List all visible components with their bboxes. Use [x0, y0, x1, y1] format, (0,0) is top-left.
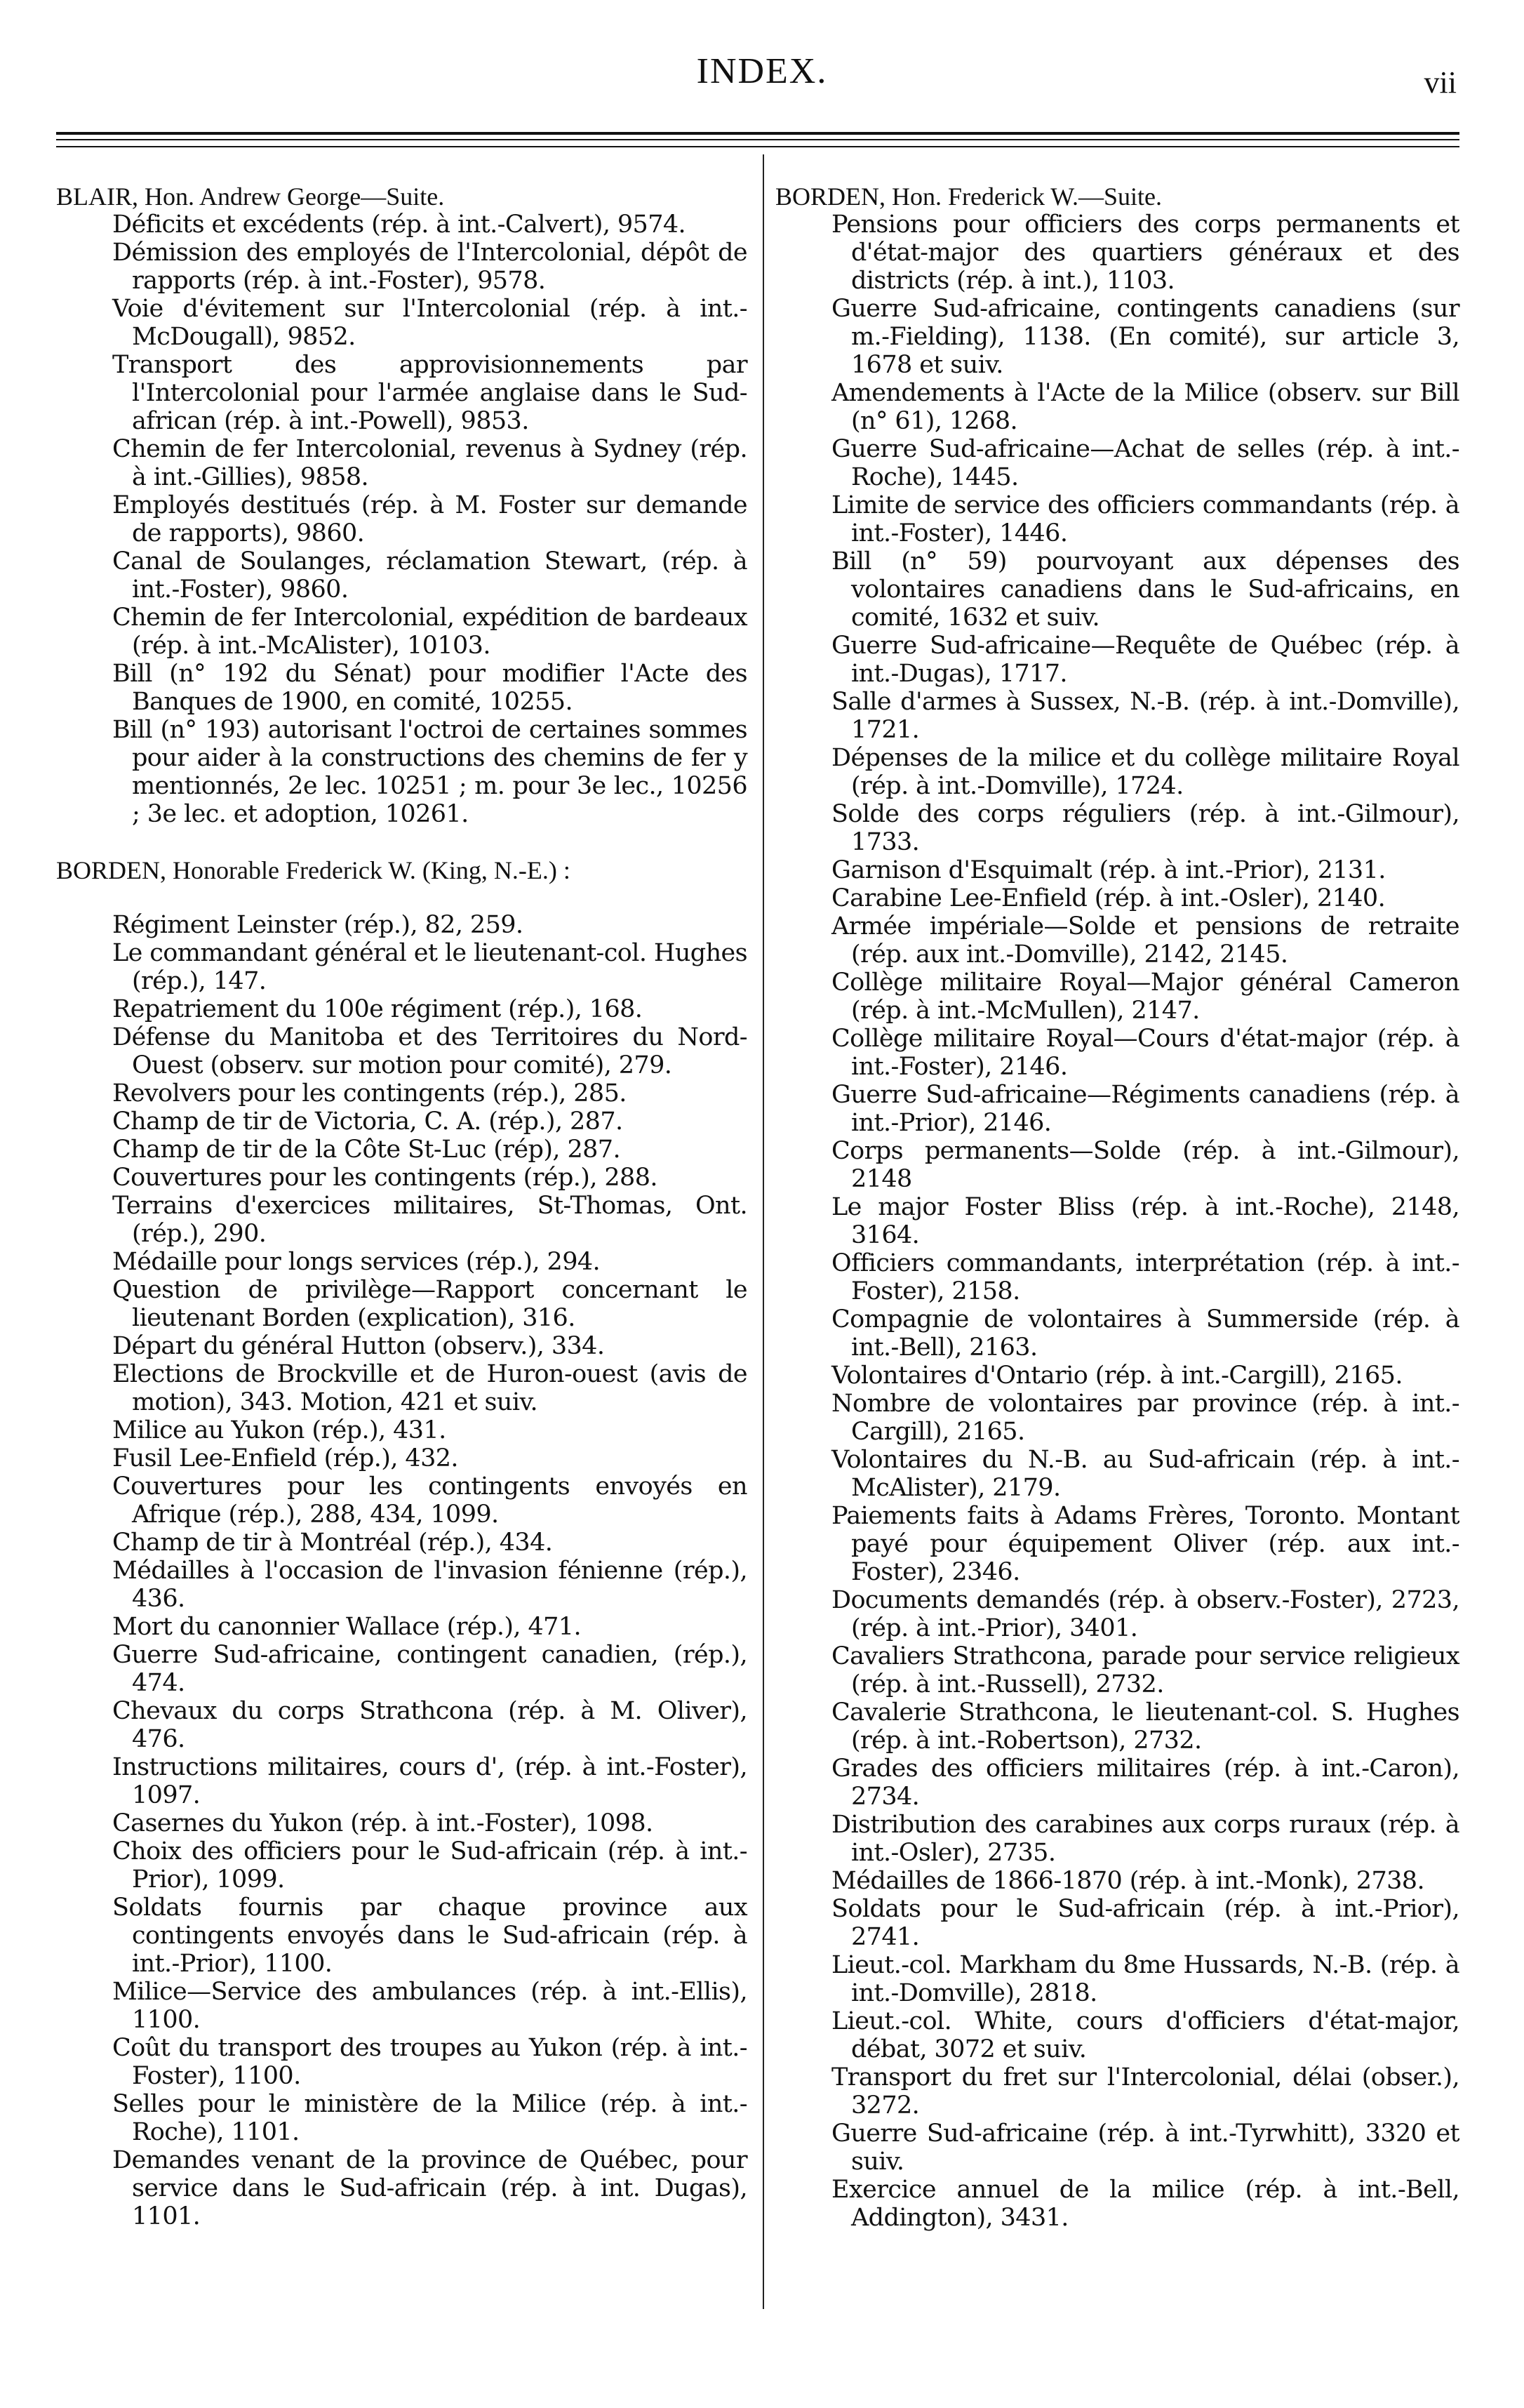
index-entry: Départ du général Hutton (observ.), 334. [112, 1332, 605, 1360]
right-column [775, 182, 1459, 2232]
index-entry: Lieut.-col. Markham du 8me Hussards, N.-B. (rép. à int.-Domville), 2818. [831, 1951, 1459, 2007]
index-entry: Le commandant général et le lieutenant-col. Hughes (rép.), 147. [112, 939, 747, 995]
index-entry: Officiers commandants, interprétation (rép. à int.-Foster), 2158. [831, 1249, 1459, 1305]
index-entry: Choix des officiers pour le Sud-africain (rép. à int.-Prior), 1099. [112, 1837, 747, 1894]
index-entry: Médaille pour longs services (rép.), 294. [112, 1248, 601, 1276]
index-entry: Carabine Lee-Enfield (rép. à int.-Osler), 2140. [831, 884, 1386, 912]
index-entry: Milice au Yukon (rép.), 431. [112, 1416, 446, 1444]
index-entry: Corps permanents—Solde (rép. à int.-Gilmour), 2148 [831, 1137, 1459, 1193]
left-column [56, 182, 747, 2230]
index-entry: Lieut.-col. White, cours d'officiers d'état-major, débat, 3072 et suiv. [831, 2007, 1459, 2063]
index-entry: Nombre de volontaires par province (rép. à int.-Cargill), 2165. [831, 1390, 1459, 1446]
index-entry: Déficits et excédents (rép. à int.-Calvert), 9574. [112, 211, 686, 239]
index-entry: Champ de tir de la Côte St-Luc (rép), 287. [112, 1136, 620, 1164]
index-entry: Bill (n° 192 du Sénat) pour modifier l'Acte des Banques de 1900, en comité, 10255. [112, 660, 747, 716]
index-entry: Selles pour le ministère de la Milice (rép. à int.-Roche), 1101. [112, 2090, 747, 2146]
index-entry: Collège militaire Royal—Cours d'état-major (rép. à int.-Foster), 2146. [831, 1025, 1459, 1081]
entry-list [775, 211, 1459, 2232]
column-divider [763, 154, 764, 2309]
index-entry: Guerre Sud-africaine, contingent canadien, (rép.), 474. [112, 1641, 747, 1697]
index-entry: Bill (n° 59) pourvoyant aux dépenses des volontaires canadiens dans le Sud-africains, en comité, 1632 et suiv. [831, 547, 1459, 632]
index-entry: Défense du Manitoba et des Territoires du Nord-Ouest (observ. sur motion pour comité), 279. [112, 1023, 747, 1079]
index-entry: Démission des employés de l'Intercolonial, dépôt de rapports (rép. à int.-Foster), 9578. [112, 239, 747, 295]
index-entry: Salle d'armes à Sussex, N.-B. (rép. à int.-Domville), 1721. [831, 688, 1459, 744]
index-entry: Grades des officiers militaires (rép. à int.-Caron), 2734. [831, 1755, 1459, 1811]
index-entry: Mort du canonnier Wallace (rép.), 471. [112, 1613, 581, 1641]
page-number: vii [1424, 65, 1457, 100]
index-entry: Cavalerie Strathcona, le lieutenant-col. S. Hughes (rép. à int.-Robertson), 2732. [831, 1698, 1459, 1755]
header-rule-thin [56, 139, 1459, 140]
index-entry: Volontaires d'Ontario (rép. à int.-Cargill), 2165. [831, 1362, 1403, 1390]
index-entry: Canal de Soulanges, réclamation Stewart, (rép. à int.-Foster), 9860. [112, 547, 747, 604]
index-entry: Paiements faits à Adams Frères, Toronto. Montant payé pour équipement Oliver (rép. aux int.-Foster), 2346. [831, 1502, 1459, 1586]
index-entry: Médailles à l'occasion de l'invasion fénienne (rép.), 436. [112, 1557, 747, 1613]
index-entry: Armée impériale—Solde et pensions de retraite (rép. aux int.-Domville), 2142, 2145. [831, 912, 1459, 969]
index-entry: Employés destitués (rép. à M. Foster sur demande de rapports), 9860. [112, 491, 747, 547]
index-entry: Solde des corps réguliers (rép. à int.-Gilmour), 1733. [831, 800, 1459, 856]
index-entry: Coût du transport des troupes au Yukon (rép. à int.-Foster), 1100. [112, 2034, 747, 2090]
index-entry: Pensions pour officiers des corps permanents et d'état-major des quartiers généraux et des districts (rép. à int.), 1103. [831, 211, 1459, 295]
index-entry: Guerre Sud-africaine—Régiments canadiens (rép. à int.-Prior), 2146. [831, 1081, 1459, 1137]
index-entry: Guerre Sud-africaine, contingents canadiens (sur m.-Fielding), 1138. (En comité), sur article 3, 1678 et suiv. [831, 295, 1459, 379]
index-entry: Casernes du Yukon (rép. à int.-Foster), 1098. [112, 1809, 653, 1837]
index-entry: Exercice annuel de la milice (rép. à int.-Bell, Addington), 3431. [831, 2176, 1459, 2232]
index-entry: Collège militaire Royal—Major général Cameron (rép. à int.-McMullen), 2147. [831, 969, 1459, 1025]
entry-list [56, 211, 747, 828]
index-entry: Distribution des carabines aux corps ruraux (rép. à int.-Osler), 2735. [831, 1811, 1459, 1867]
index-entry: Fusil Lee-Enfield (rép.), 432. [112, 1444, 458, 1472]
index-entry: Le major Foster Bliss (rép. à int.-Roche), 2148, 3164. [831, 1193, 1459, 1249]
index-entry: Régiment Leinster (rép.), 82, 259. [112, 911, 523, 939]
index-entry: Champ de tir à Montréal (rép.), 434. [112, 1529, 553, 1557]
index-entry: Guerre Sud-africaine—Achat de selles (rép. à int.-Roche), 1445. [831, 435, 1459, 491]
index-heading: BORDEN, Hon. Frederick W.—Suite. [775, 182, 1162, 211]
page-title: INDEX. [696, 51, 828, 91]
index-entry: Documents demandés (rép. à observ.-Foster), 2723, (rép. à int.-Prior), 3401. [831, 1586, 1459, 1642]
header-rule-thick [56, 132, 1459, 135]
header-rule-thin [56, 146, 1459, 147]
index-entry: Champ de tir de Victoria, C. A. (rép.), 287. [112, 1107, 623, 1136]
index-entry: Terrains d'exercices militaires, St-Thomas, Ont. (rép.), 290. [112, 1192, 747, 1248]
index-entry: Limite de service des officiers commandants (rép. à int.-Foster), 1446. [831, 491, 1459, 547]
index-entry: Transport des approvisionnements par l'Intercolonial pour l'armée anglaise dans le Sud-african (rép. à int.-Powell), 9853. [112, 351, 747, 435]
index-entry: Soldats fournis par chaque province aux contingents envoyés dans le Sud-africain (rép. à int.-Prior), 1100. [112, 1894, 747, 1978]
index-entry: Couvertures pour les contingents (rép.), 288. [112, 1164, 657, 1192]
index-entry: Voie d'évitement sur l'Intercolonial (rép. à int.-McDougall), 9852. [112, 295, 747, 351]
index-heading: BLAIR, Hon. Andrew George—Suite. [56, 182, 445, 211]
index-entry: Chemin de fer Intercolonial, revenus à Sydney (rép. à int.-Gillies), 9858. [112, 435, 747, 491]
index-entry: Instructions militaires, cours d', (rép. à int.-Foster), 1097. [112, 1753, 747, 1809]
entry-list [56, 911, 747, 2230]
index-entry: Volontaires du N.-B. au Sud-africain (rép. à int.-McAlister), 2179. [831, 1446, 1459, 1502]
index-entry: Transport du fret sur l'Intercolonial, délai (obser.), 3272. [831, 2063, 1459, 2120]
index-entry: Chemin de fer Intercolonial, expédition de bardeaux (rép. à int.-McAlister), 10103. [112, 604, 747, 660]
index-entry: Bill (n° 193) autorisant l'octroi de certaines sommes pour aider à la constructions des chemins de fer y mentionnés, 2e lec. 10251 ; m. pour 3e lec., 10256 ; 3e lec. et adoption, 10261. [112, 716, 747, 828]
index-entry: Compagnie de volontaires à Summerside (rép. à int.-Bell), 2163. [831, 1305, 1459, 1362]
index-entry: Repatriement du 100e régiment (rép.), 168. [112, 995, 643, 1023]
index-entry: Couvertures pour les contingents envoyés en Afrique (rép.), 288, 434, 1099. [112, 1472, 747, 1529]
index-entry: Milice—Service des ambulances (rép. à int.-Ellis), 1100. [112, 1978, 747, 2034]
index-entry: Revolvers pour les contingents (rép.), 285. [112, 1079, 627, 1107]
index-heading: BORDEN, Honorable Frederick W. (King, N.-E.) : [56, 856, 570, 884]
index-entry: Question de privilège—Rapport concernant le lieutenant Borden (explication), 316. [112, 1276, 747, 1332]
index-entry: Garnison d'Esquimalt (rép. à int.-Prior), 2131. [831, 856, 1386, 884]
index-entry: Dépenses de la milice et du collège militaire Royal (rép. à int.-Domville), 1724. [831, 744, 1459, 800]
index-entry: Amendements à l'Acte de la Milice (observ. sur Bill (n° 61), 1268. [831, 379, 1459, 435]
index-entry: Guerre Sud-africaine—Requête de Québec (rép. à int.-Dugas), 1717. [831, 632, 1459, 688]
index-entry: Chevaux du corps Strathcona (rép. à M. Oliver), 476. [112, 1697, 747, 1753]
index-entry: Médailles de 1866-1870 (rép. à int.-Monk), 2738. [831, 1867, 1425, 1895]
index-entry: Soldats pour le Sud-africain (rép. à int.-Prior), 2741. [831, 1895, 1459, 1951]
index-entry: Cavaliers Strathcona, parade pour service religieux (rép. à int.-Russell), 2732. [831, 1642, 1459, 1698]
index-entry: Elections de Brockville et de Huron-ouest (avis de motion), 343. Motion, 421 et suiv. [112, 1360, 747, 1416]
index-entry: Guerre Sud-africaine (rép. à int.-Tyrwhitt), 3320 et suiv. [831, 2120, 1459, 2176]
index-entry: Demandes venant de la province de Québec, pour service dans le Sud-africain (rép. à int. Dugas), 1101. [112, 2146, 747, 2230]
